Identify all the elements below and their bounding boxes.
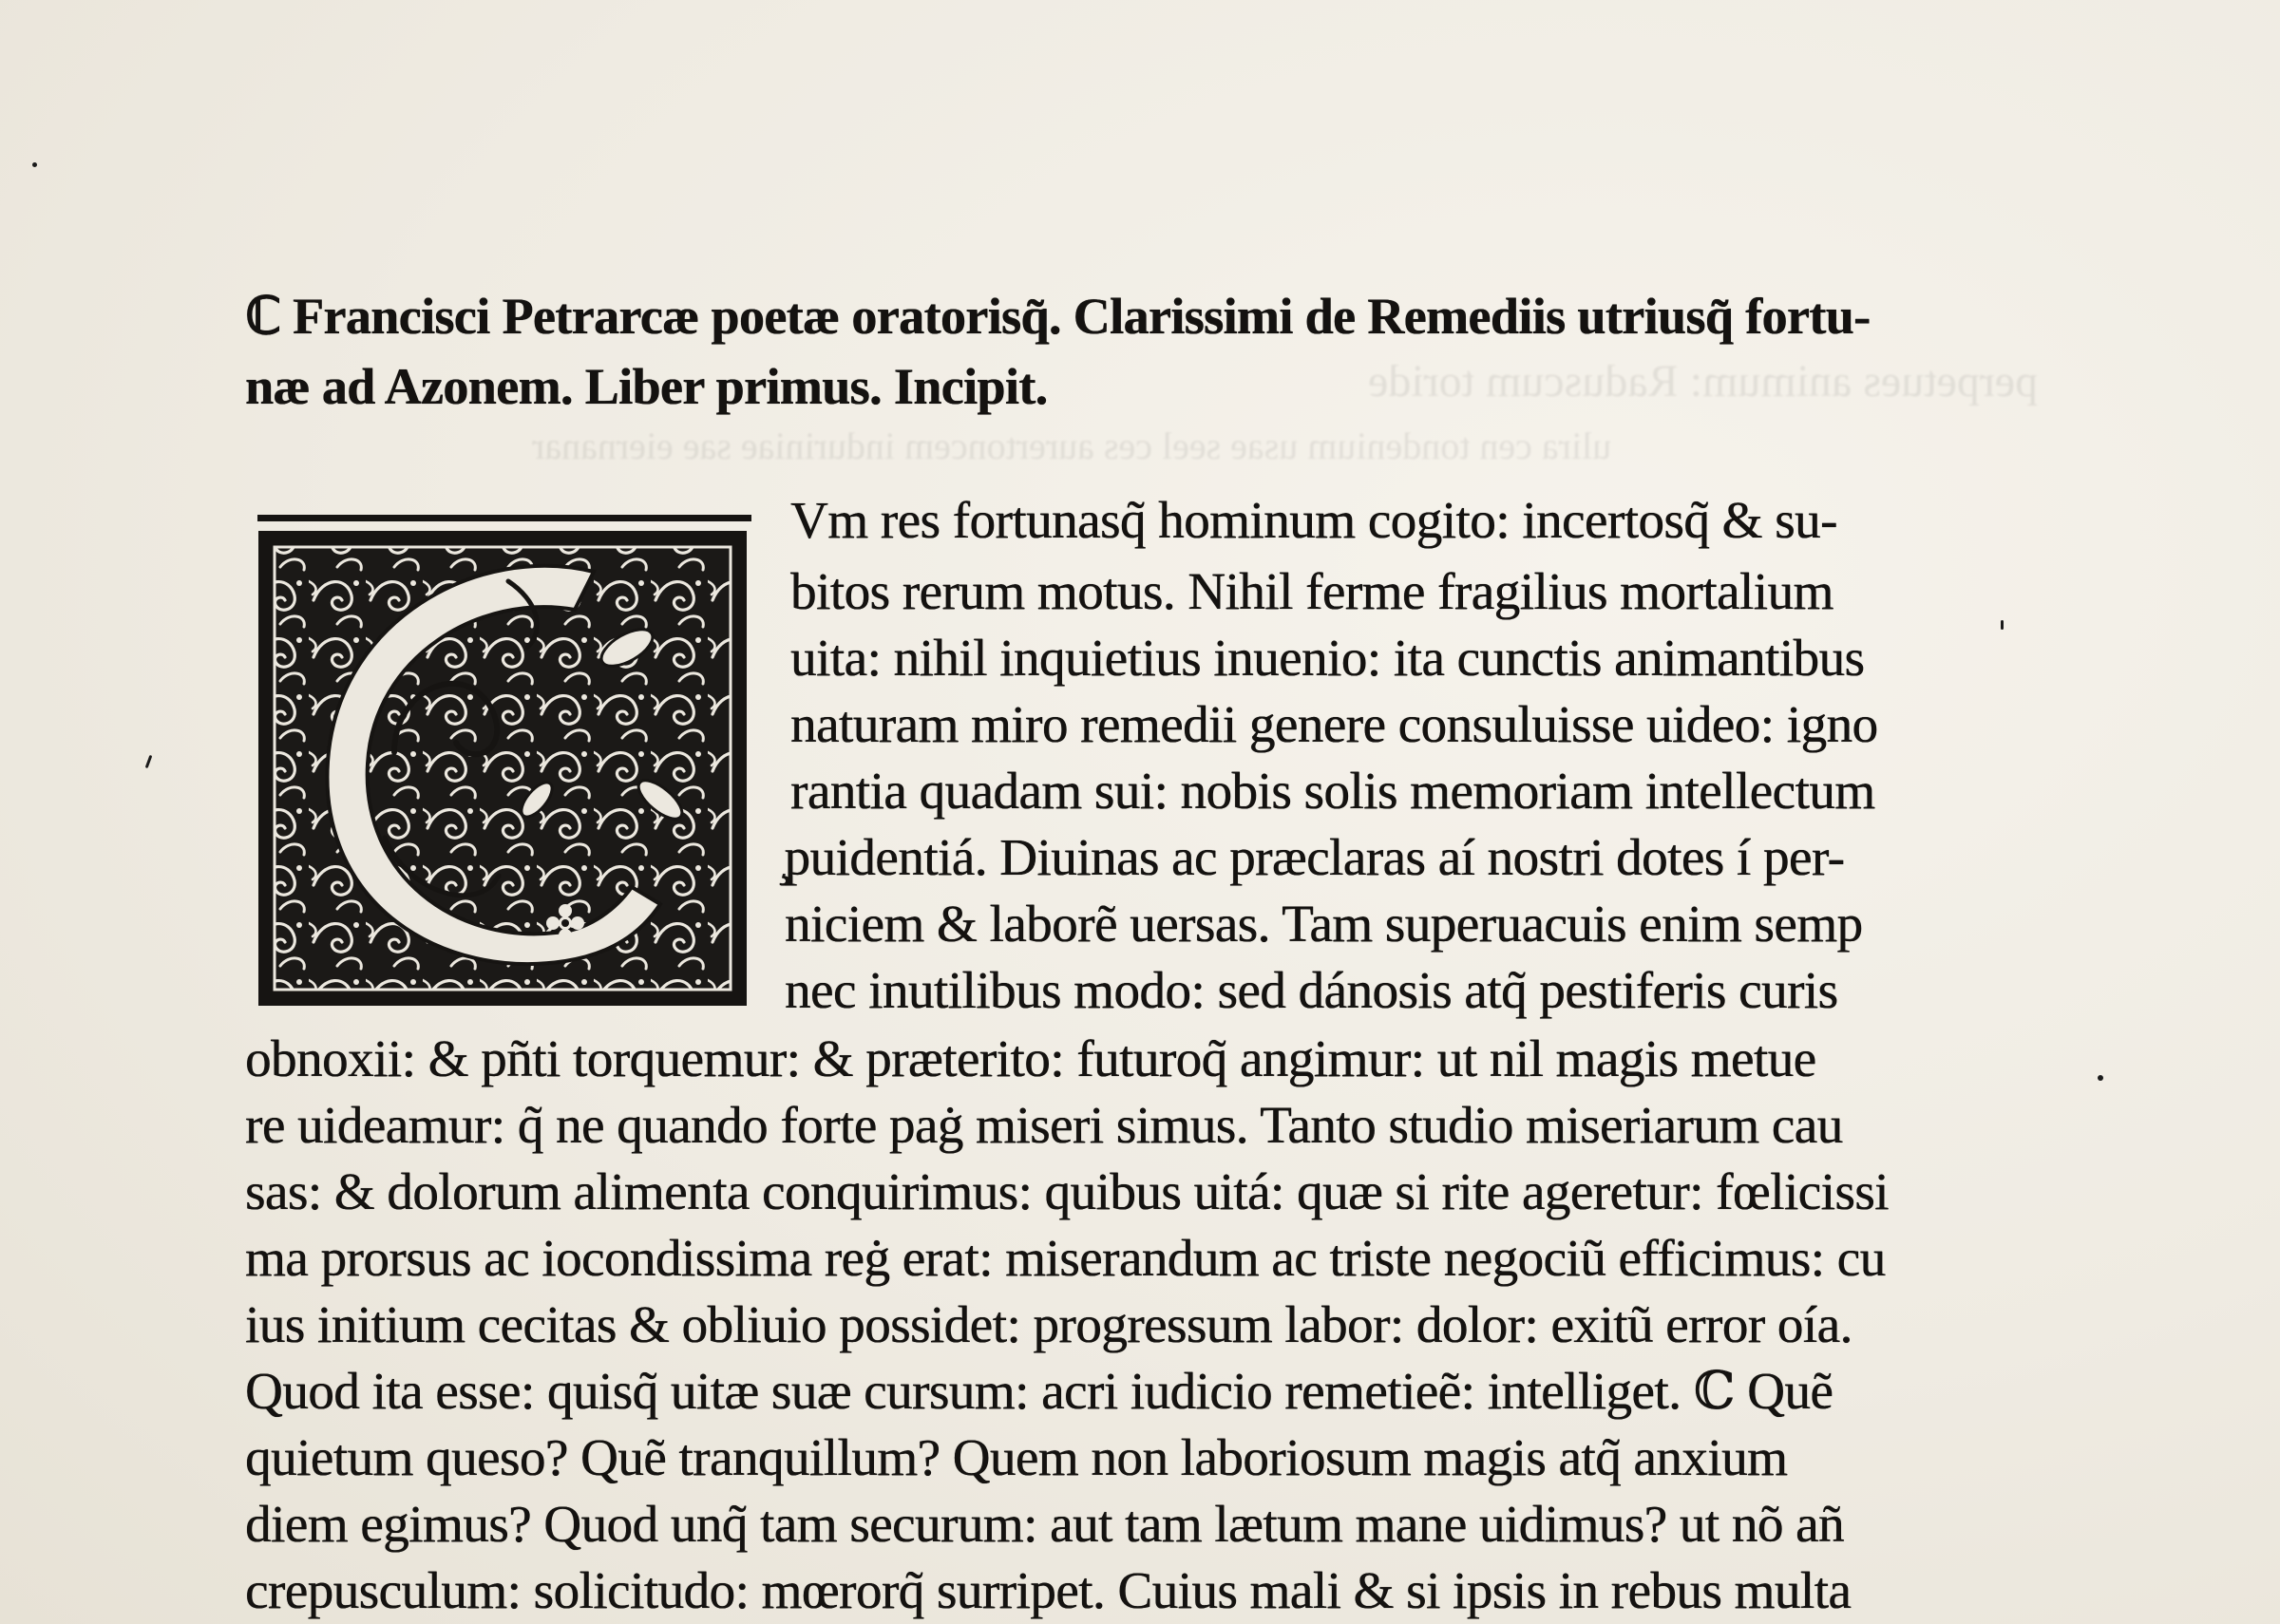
body-line: Quod ita esse: quisq̃ uitæ suæ cursum: acri iudicio remetieẽ: intelliget. ℂ Quẽ <box>245 1362 1834 1420</box>
body-line: ma prorsus ac iocondissima reġ erat: miserandum ac triste negociũ efficimus: cu <box>245 1229 1886 1287</box>
body-line: diem egimus? Quod unq̃ tam securum: aut tam lætum mane uidimus? ut nõ añ <box>245 1495 1844 1553</box>
body-line: bitos rerum motus. Nihil ferme fragilius mortalium <box>790 562 1834 620</box>
body-line: rantia quadam sui: nobis solis memoriam intellectum <box>790 762 1875 820</box>
body-line: nec inutilibus modo: sed dánosis atq̃ pestiferis curis <box>785 961 1838 1019</box>
body-line: quietum queso? Quẽ tranquillum? Quem non laboriosum magis atq̃ anxium <box>245 1428 1788 1486</box>
body-line: ius initium cecitas & obliuio possidet: progressum labor: dolor: exitũ error oía. <box>245 1295 1852 1353</box>
body-line: re uideamur: q̃ ne quando forte paġ miseri simus. Tanto studio miseriarum cau <box>245 1096 1843 1154</box>
heading-line: næ ad Azonem. Liber primus. Incipit. <box>245 358 1048 415</box>
body-line: niciem & laborẽ uersas. Tam superuacuis enim semp <box>785 895 1863 953</box>
heading-line: ℂ Francisci Petrarcæ poetæ oratorisq̃. Clarissimi de Remediis utriusq̃ fortu- <box>245 288 1871 345</box>
body-line: sas: & dolorum alimenta conquirimus: quibus uitá: quæ si rite ageretur: fœlicissi <box>245 1162 1889 1220</box>
paper-speck <box>2001 620 2004 630</box>
body-line: crepusculum: solicitudo: mœrorq̃ surripet. Cuius mali & si ipsis in rebus multa <box>245 1561 1852 1619</box>
body-line: Vm res fortunasq̃ hominum cogito: incertosq̃ & su- <box>790 491 1837 549</box>
bleed-through-line: perpetues animum: Raduscum toride <box>1368 356 2039 406</box>
body-line: ̧puidentiá. Diuinas ac præclaras aí nostri dotes í per- <box>785 828 1845 886</box>
body-line: uita: nihil inquietius inuenio: ita cunctis animantibus <box>790 629 1865 687</box>
bleed-through-line: ulira cen tondenium usae seel ces aurertoncem induriniae sae eiernanar <box>532 425 1612 467</box>
paper-speck <box>32 162 37 167</box>
decorated-initial-c <box>252 515 755 1007</box>
body-line: obnoxii: & pñti torquemur: & præterito: futuroq̃ angimur: ut nil magis metue <box>245 1029 1816 1087</box>
paper-speck <box>2098 1075 2103 1081</box>
body-line: naturam miro remedii genere consuluisse uideo: igno <box>790 695 1878 753</box>
floral-initial-icon <box>252 515 755 1007</box>
paper-speck <box>145 755 153 768</box>
